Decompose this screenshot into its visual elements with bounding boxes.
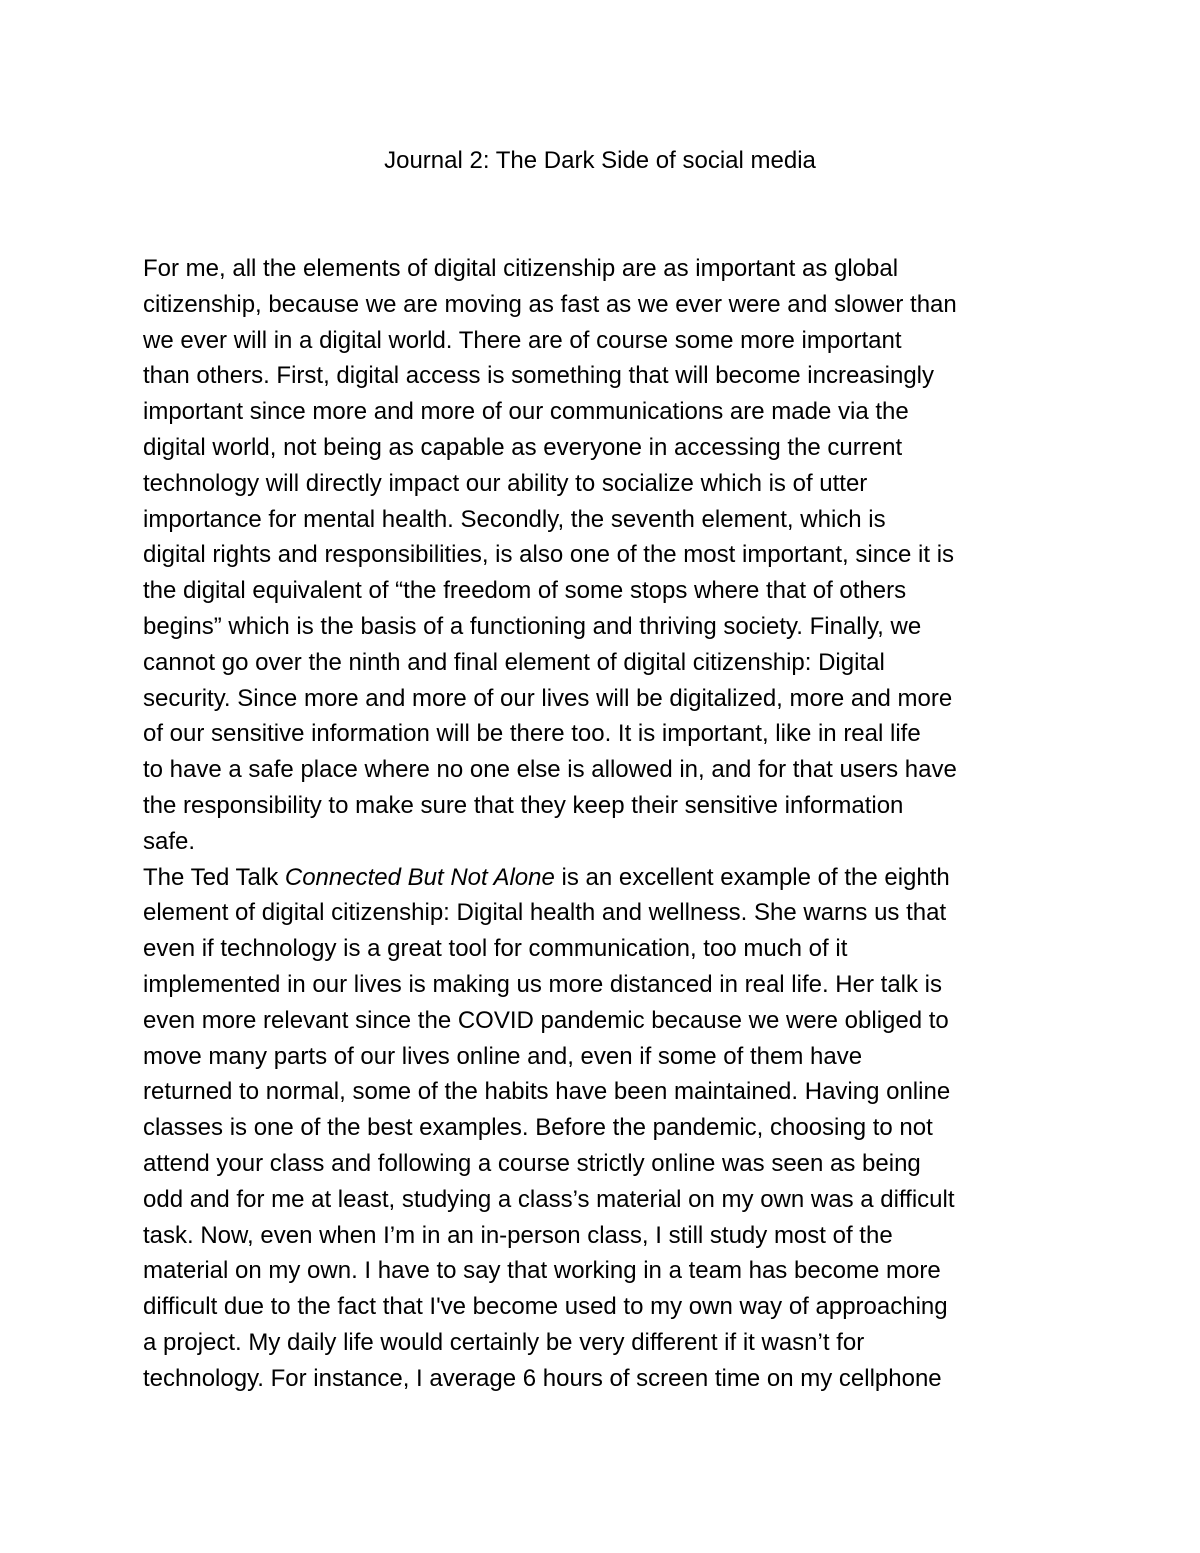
text-line: even if technology is a great tool for communication, too much of it [143,935,848,963]
text-line: odd and for me at least, studying a class’s material on my own was a difficult [143,1185,955,1213]
text-line: security. Since more and more of our lives will be digitalized, more and more [143,684,953,712]
text-line: begins” which is the basis of a functioning and thriving society. Finally, we [143,612,922,640]
text-line: element of digital citizenship: Digital health and wellness. She warns us that [143,899,947,927]
text-line: digital world, not being as capable as everyone in accessing the current [143,433,903,461]
text-line [143,860,1123,896]
text-line: difficult due to the fact that I've become used to my own way of approaching [143,1293,948,1321]
text-line: the responsibility to make sure that they keep their sensitive information [143,791,904,819]
text-line: For me, all the elements of digital citizenship are as important as global [143,255,899,282]
text-line: importance for mental health. Secondly, the seventh element, which is [143,505,886,533]
text-line: technology. For instance, I average 6 hours of screen time on my cellphone [143,1364,942,1392]
text-line: safe. [143,827,196,855]
text-line: we ever will in a digital world. There are of course some more important [143,326,902,354]
text-line: material on my own. I have to say that working in a team has become more [143,1257,941,1285]
text-segment: is an excellent example of the eighth [554,863,950,891]
text-line: task. Now, even when I’m in an in-person class, I still study most of the [143,1221,893,1249]
text-line: classes is one of the best examples. Before the pandemic, choosing to not [143,1114,933,1142]
text-line: the digital equivalent of “the freedom of some stops where that of others [143,577,907,605]
text-segment: The Ted Talk [143,863,285,891]
text-line: to have a safe place where no one else is allowed in, and for that users have [143,756,957,784]
text-line: a project. My daily life would certainly be very different if it wasn’t for [143,1328,865,1356]
text-line: technology will directly impact our ability to socialize which is of utter [143,469,868,497]
text-line: returned to normal, some of the habits have been maintained. Having online [143,1078,951,1106]
document-body [143,251,1123,1397]
text-line: attend your class and following a course strictly online was seen as being [143,1149,921,1177]
text-line: even more relevant since the COVID pandemic because we were obliged to [143,1006,949,1034]
text-line: implemented in our lives is making us more distanced in real life. Her talk is [143,970,942,998]
text-line: of our sensitive information will be there too. It is important, like in real life [143,720,921,748]
text-line: important since more and more of our communications are made via the [143,398,909,426]
text-line: digital rights and responsibilities, is also one of the most important, since it is [143,541,955,569]
talk-title: Connected But Not Alone [284,863,555,891]
text-line: citizenship, because we are moving as fast as we ever were and slower than [143,290,957,318]
document-title: Journal 2: The Dark Side of social media [384,147,816,174]
text-line: than others. First, digital access is something that will become increasingly [143,362,935,390]
text-line: move many parts of our lives online and, even if some of them have [143,1042,863,1070]
text-line: cannot go over the ninth and final element of digital citizenship: Digital [143,648,885,676]
